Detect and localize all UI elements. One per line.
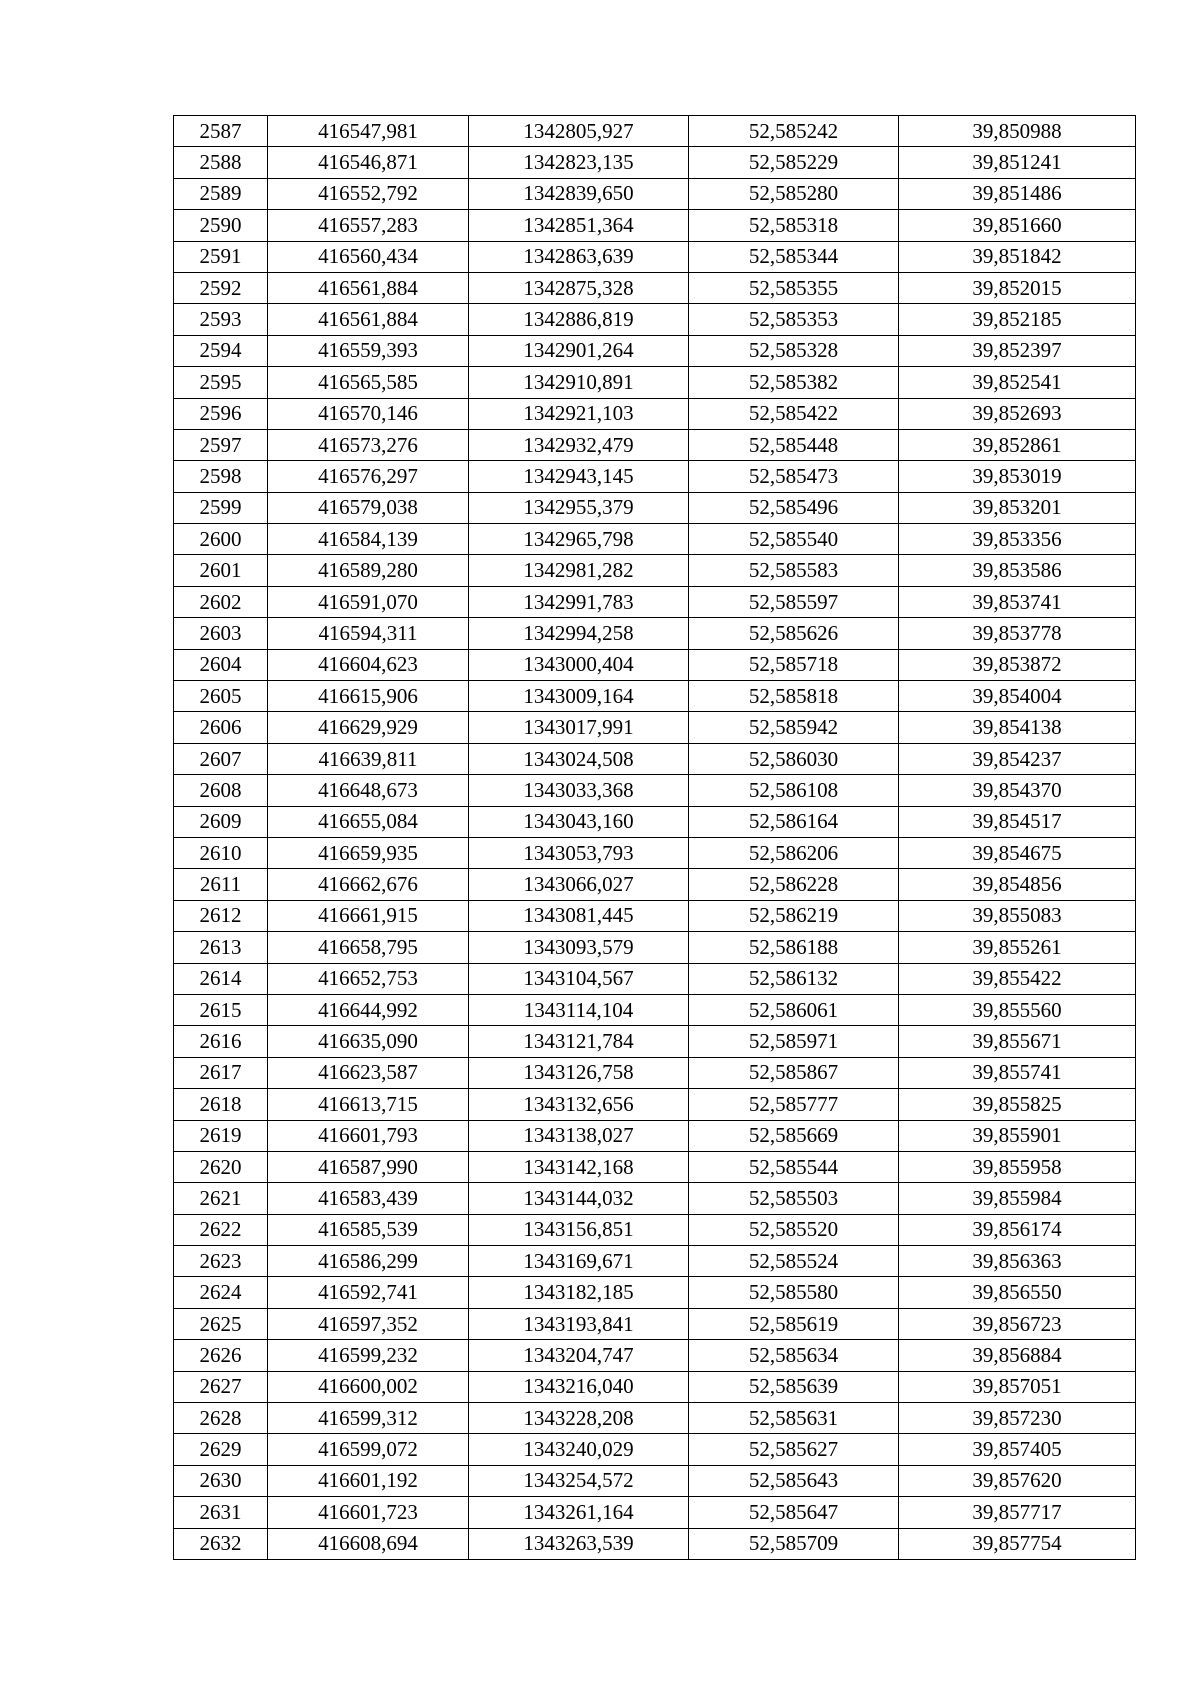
longitude-cell: 39,855560 <box>899 994 1136 1025</box>
point-number-cell: 2606 <box>174 712 268 743</box>
table-row <box>174 178 1136 209</box>
longitude-cell: 39,852693 <box>899 398 1136 429</box>
table-row <box>174 1465 1136 1496</box>
longitude-cell: 39,853778 <box>899 618 1136 649</box>
table-row <box>174 618 1136 649</box>
x-coordinate-cell: 416547,981 <box>268 116 469 147</box>
latitude-cell: 52,585818 <box>689 681 899 712</box>
longitude-cell: 39,855901 <box>899 1120 1136 1151</box>
latitude-cell: 52,585634 <box>689 1340 899 1371</box>
point-number-cell: 2592 <box>174 272 268 303</box>
longitude-cell: 39,856884 <box>899 1340 1136 1371</box>
table-row <box>174 1120 1136 1151</box>
latitude-cell: 52,586228 <box>689 869 899 900</box>
y-coordinate-cell: 1343114,104 <box>469 994 689 1025</box>
longitude-cell: 39,851660 <box>899 210 1136 241</box>
latitude-cell: 52,585540 <box>689 524 899 555</box>
table-row <box>174 492 1136 523</box>
x-coordinate-cell: 416584,139 <box>268 524 469 555</box>
y-coordinate-cell: 1342875,328 <box>469 272 689 303</box>
x-coordinate-cell: 416546,871 <box>268 147 469 178</box>
longitude-cell: 39,857620 <box>899 1465 1136 1496</box>
table-row <box>174 367 1136 398</box>
y-coordinate-cell: 1343093,579 <box>469 932 689 963</box>
latitude-cell: 52,585867 <box>689 1057 899 1088</box>
x-coordinate-cell: 416594,311 <box>268 618 469 649</box>
latitude-cell: 52,585448 <box>689 429 899 460</box>
table-row <box>174 272 1136 303</box>
latitude-cell: 52,585643 <box>689 1465 899 1496</box>
y-coordinate-cell: 1343132,656 <box>469 1089 689 1120</box>
point-number-cell: 2618 <box>174 1089 268 1120</box>
x-coordinate-cell: 416599,232 <box>268 1340 469 1371</box>
x-coordinate-cell: 416661,915 <box>268 900 469 931</box>
table-row <box>174 837 1136 868</box>
point-number-cell: 2617 <box>174 1057 268 1088</box>
y-coordinate-cell: 1343169,671 <box>469 1246 689 1277</box>
point-number-cell: 2630 <box>174 1465 268 1496</box>
point-number-cell: 2588 <box>174 147 268 178</box>
longitude-cell: 39,855958 <box>899 1151 1136 1182</box>
latitude-cell: 52,585777 <box>689 1089 899 1120</box>
longitude-cell: 39,855825 <box>899 1089 1136 1120</box>
longitude-cell: 39,852541 <box>899 367 1136 398</box>
point-number-cell: 2615 <box>174 994 268 1025</box>
longitude-cell: 39,852397 <box>899 335 1136 366</box>
latitude-cell: 52,585355 <box>689 272 899 303</box>
x-coordinate-cell: 416573,276 <box>268 429 469 460</box>
x-coordinate-cell: 416648,673 <box>268 775 469 806</box>
y-coordinate-cell: 1343024,508 <box>469 743 689 774</box>
longitude-cell: 39,856174 <box>899 1214 1136 1245</box>
x-coordinate-cell: 416560,434 <box>268 241 469 272</box>
latitude-cell: 52,586108 <box>689 775 899 806</box>
table-row <box>174 869 1136 900</box>
x-coordinate-cell: 416565,585 <box>268 367 469 398</box>
point-number-cell: 2621 <box>174 1183 268 1214</box>
point-number-cell: 2599 <box>174 492 268 523</box>
latitude-cell: 52,585503 <box>689 1183 899 1214</box>
y-coordinate-cell: 1342910,891 <box>469 367 689 398</box>
y-coordinate-cell: 1342823,135 <box>469 147 689 178</box>
x-coordinate-cell: 416599,072 <box>268 1434 469 1465</box>
latitude-cell: 52,585971 <box>689 1026 899 1057</box>
table-row <box>174 806 1136 837</box>
y-coordinate-cell: 1342943,145 <box>469 461 689 492</box>
x-coordinate-cell: 416585,539 <box>268 1214 469 1245</box>
latitude-cell: 52,586188 <box>689 932 899 963</box>
x-coordinate-cell: 416601,723 <box>268 1497 469 1528</box>
y-coordinate-cell: 1343204,747 <box>469 1340 689 1371</box>
y-coordinate-cell: 1343000,404 <box>469 649 689 680</box>
latitude-cell: 52,585280 <box>689 178 899 209</box>
longitude-cell: 39,854675 <box>899 837 1136 868</box>
point-number-cell: 2619 <box>174 1120 268 1151</box>
longitude-cell: 39,856363 <box>899 1246 1136 1277</box>
longitude-cell: 39,854237 <box>899 743 1136 774</box>
point-number-cell: 2590 <box>174 210 268 241</box>
longitude-cell: 39,855422 <box>899 963 1136 994</box>
y-coordinate-cell: 1342851,364 <box>469 210 689 241</box>
x-coordinate-cell: 416552,792 <box>268 178 469 209</box>
table-row <box>174 1151 1136 1182</box>
longitude-cell: 39,855261 <box>899 932 1136 963</box>
y-coordinate-cell: 1343104,567 <box>469 963 689 994</box>
longitude-cell: 39,850988 <box>899 116 1136 147</box>
table-row <box>174 429 1136 460</box>
y-coordinate-cell: 1343254,572 <box>469 1465 689 1496</box>
y-coordinate-cell: 1342981,282 <box>469 555 689 586</box>
longitude-cell: 39,853872 <box>899 649 1136 680</box>
x-coordinate-cell: 416639,811 <box>268 743 469 774</box>
y-coordinate-cell: 1342991,783 <box>469 586 689 617</box>
x-coordinate-cell: 416608,694 <box>268 1528 469 1559</box>
y-coordinate-cell: 1343053,793 <box>469 837 689 868</box>
latitude-cell: 52,585524 <box>689 1246 899 1277</box>
point-number-cell: 2627 <box>174 1371 268 1402</box>
x-coordinate-cell: 416655,084 <box>268 806 469 837</box>
x-coordinate-cell: 416613,715 <box>268 1089 469 1120</box>
latitude-cell: 52,585709 <box>689 1528 899 1559</box>
x-coordinate-cell: 416587,990 <box>268 1151 469 1182</box>
y-coordinate-cell: 1342886,819 <box>469 304 689 335</box>
y-coordinate-cell: 1343081,445 <box>469 900 689 931</box>
latitude-cell: 52,585597 <box>689 586 899 617</box>
x-coordinate-cell: 416597,352 <box>268 1308 469 1339</box>
x-coordinate-cell: 416601,192 <box>268 1465 469 1496</box>
latitude-cell: 52,586061 <box>689 994 899 1025</box>
point-number-cell: 2632 <box>174 1528 268 1559</box>
latitude-cell: 52,585647 <box>689 1497 899 1528</box>
y-coordinate-cell: 1343142,168 <box>469 1151 689 1182</box>
latitude-cell: 52,585583 <box>689 555 899 586</box>
latitude-cell: 52,585344 <box>689 241 899 272</box>
table-row <box>174 241 1136 272</box>
longitude-cell: 39,854138 <box>899 712 1136 743</box>
y-coordinate-cell: 1343138,027 <box>469 1120 689 1151</box>
y-coordinate-cell: 1343043,160 <box>469 806 689 837</box>
latitude-cell: 52,585229 <box>689 147 899 178</box>
table-row <box>174 1183 1136 1214</box>
y-coordinate-cell: 1343121,784 <box>469 1026 689 1057</box>
x-coordinate-cell: 416652,753 <box>268 963 469 994</box>
point-number-cell: 2598 <box>174 461 268 492</box>
table-row <box>174 524 1136 555</box>
x-coordinate-cell: 416601,793 <box>268 1120 469 1151</box>
latitude-cell: 52,585382 <box>689 367 899 398</box>
table-row <box>174 304 1136 335</box>
latitude-cell: 52,585942 <box>689 712 899 743</box>
longitude-cell: 39,855083 <box>899 900 1136 931</box>
coordinates-table-body <box>174 116 1136 1560</box>
y-coordinate-cell: 1342994,258 <box>469 618 689 649</box>
latitude-cell: 52,585328 <box>689 335 899 366</box>
table-row <box>174 1214 1136 1245</box>
latitude-cell: 52,585718 <box>689 649 899 680</box>
longitude-cell: 39,857754 <box>899 1528 1136 1559</box>
table-row <box>174 712 1136 743</box>
longitude-cell: 39,851241 <box>899 147 1136 178</box>
latitude-cell: 52,585422 <box>689 398 899 429</box>
point-number-cell: 2613 <box>174 932 268 963</box>
table-row <box>174 900 1136 931</box>
longitude-cell: 39,857717 <box>899 1497 1136 1528</box>
x-coordinate-cell: 416658,795 <box>268 932 469 963</box>
x-coordinate-cell: 416635,090 <box>268 1026 469 1057</box>
longitude-cell: 39,854517 <box>899 806 1136 837</box>
latitude-cell: 52,585496 <box>689 492 899 523</box>
longitude-cell: 39,852015 <box>899 272 1136 303</box>
y-coordinate-cell: 1342839,650 <box>469 178 689 209</box>
table-row <box>174 1277 1136 1308</box>
y-coordinate-cell: 1343017,991 <box>469 712 689 743</box>
latitude-cell: 52,585627 <box>689 1434 899 1465</box>
table-row <box>174 649 1136 680</box>
x-coordinate-cell: 416599,312 <box>268 1403 469 1434</box>
table-row <box>174 461 1136 492</box>
latitude-cell: 52,586132 <box>689 963 899 994</box>
longitude-cell: 39,851486 <box>899 178 1136 209</box>
table-row <box>174 335 1136 366</box>
latitude-cell: 52,585631 <box>689 1403 899 1434</box>
latitude-cell: 52,585473 <box>689 461 899 492</box>
x-coordinate-cell: 416561,884 <box>268 304 469 335</box>
point-number-cell: 2602 <box>174 586 268 617</box>
point-number-cell: 2601 <box>174 555 268 586</box>
point-number-cell: 2628 <box>174 1403 268 1434</box>
point-number-cell: 2616 <box>174 1026 268 1057</box>
point-number-cell: 2594 <box>174 335 268 366</box>
latitude-cell: 52,585619 <box>689 1308 899 1339</box>
point-number-cell: 2614 <box>174 963 268 994</box>
x-coordinate-cell: 416589,280 <box>268 555 469 586</box>
table-row <box>174 1497 1136 1528</box>
y-coordinate-cell: 1343144,032 <box>469 1183 689 1214</box>
point-number-cell: 2626 <box>174 1340 268 1371</box>
table-row <box>174 1371 1136 1402</box>
latitude-cell: 52,585580 <box>689 1277 899 1308</box>
point-number-cell: 2629 <box>174 1434 268 1465</box>
y-coordinate-cell: 1342805,927 <box>469 116 689 147</box>
longitude-cell: 39,852861 <box>899 429 1136 460</box>
point-number-cell: 2631 <box>174 1497 268 1528</box>
longitude-cell: 39,854370 <box>899 775 1136 806</box>
x-coordinate-cell: 416659,935 <box>268 837 469 868</box>
table-row <box>174 555 1136 586</box>
x-coordinate-cell: 416586,299 <box>268 1246 469 1277</box>
table-row <box>174 1026 1136 1057</box>
x-coordinate-cell: 416583,439 <box>268 1183 469 1214</box>
x-coordinate-cell: 416579,038 <box>268 492 469 523</box>
point-number-cell: 2612 <box>174 900 268 931</box>
table-row <box>174 586 1136 617</box>
point-number-cell: 2611 <box>174 869 268 900</box>
point-number-cell: 2591 <box>174 241 268 272</box>
longitude-cell: 39,853201 <box>899 492 1136 523</box>
x-coordinate-cell: 416644,992 <box>268 994 469 1025</box>
table-row <box>174 994 1136 1025</box>
x-coordinate-cell: 416600,002 <box>268 1371 469 1402</box>
longitude-cell: 39,853741 <box>899 586 1136 617</box>
y-coordinate-cell: 1343240,029 <box>469 1434 689 1465</box>
table-row <box>174 963 1136 994</box>
table-row <box>174 681 1136 712</box>
y-coordinate-cell: 1342965,798 <box>469 524 689 555</box>
table-row <box>174 1089 1136 1120</box>
x-coordinate-cell: 416591,070 <box>268 586 469 617</box>
y-coordinate-cell: 1343228,208 <box>469 1403 689 1434</box>
point-number-cell: 2596 <box>174 398 268 429</box>
x-coordinate-cell: 416662,676 <box>268 869 469 900</box>
point-number-cell: 2620 <box>174 1151 268 1182</box>
table-row <box>174 398 1136 429</box>
latitude-cell: 52,586206 <box>689 837 899 868</box>
point-number-cell: 2597 <box>174 429 268 460</box>
coordinates-table <box>173 115 1136 1560</box>
table-row <box>174 932 1136 963</box>
latitude-cell: 52,585626 <box>689 618 899 649</box>
longitude-cell: 39,857051 <box>899 1371 1136 1402</box>
x-coordinate-cell: 416623,587 <box>268 1057 469 1088</box>
point-number-cell: 2595 <box>174 367 268 398</box>
y-coordinate-cell: 1343009,164 <box>469 681 689 712</box>
y-coordinate-cell: 1342921,103 <box>469 398 689 429</box>
x-coordinate-cell: 416570,146 <box>268 398 469 429</box>
table-row <box>174 1057 1136 1088</box>
x-coordinate-cell: 416561,884 <box>268 272 469 303</box>
y-coordinate-cell: 1343193,841 <box>469 1308 689 1339</box>
y-coordinate-cell: 1343261,164 <box>469 1497 689 1528</box>
y-coordinate-cell: 1343216,040 <box>469 1371 689 1402</box>
latitude-cell: 52,585639 <box>689 1371 899 1402</box>
table-row <box>174 116 1136 147</box>
x-coordinate-cell: 416629,929 <box>268 712 469 743</box>
longitude-cell: 39,853356 <box>899 524 1136 555</box>
longitude-cell: 39,854856 <box>899 869 1136 900</box>
table-row <box>174 1340 1136 1371</box>
point-number-cell: 2607 <box>174 743 268 774</box>
longitude-cell: 39,856723 <box>899 1308 1136 1339</box>
y-coordinate-cell: 1343156,851 <box>469 1214 689 1245</box>
longitude-cell: 39,854004 <box>899 681 1136 712</box>
table-row <box>174 1434 1136 1465</box>
longitude-cell: 39,857405 <box>899 1434 1136 1465</box>
x-coordinate-cell: 416604,623 <box>268 649 469 680</box>
y-coordinate-cell: 1342932,479 <box>469 429 689 460</box>
latitude-cell: 52,585353 <box>689 304 899 335</box>
table-row <box>174 147 1136 178</box>
point-number-cell: 2608 <box>174 775 268 806</box>
latitude-cell: 52,585544 <box>689 1151 899 1182</box>
y-coordinate-cell: 1342955,379 <box>469 492 689 523</box>
y-coordinate-cell: 1343033,368 <box>469 775 689 806</box>
latitude-cell: 52,586219 <box>689 900 899 931</box>
x-coordinate-cell: 416615,906 <box>268 681 469 712</box>
point-number-cell: 2609 <box>174 806 268 837</box>
table-row <box>174 1246 1136 1277</box>
x-coordinate-cell: 416559,393 <box>268 335 469 366</box>
longitude-cell: 39,857230 <box>899 1403 1136 1434</box>
y-coordinate-cell: 1343263,539 <box>469 1528 689 1559</box>
table-row <box>174 1403 1136 1434</box>
longitude-cell: 39,852185 <box>899 304 1136 335</box>
longitude-cell: 39,855671 <box>899 1026 1136 1057</box>
point-number-cell: 2605 <box>174 681 268 712</box>
y-coordinate-cell: 1343182,185 <box>469 1277 689 1308</box>
y-coordinate-cell: 1343126,758 <box>469 1057 689 1088</box>
point-number-cell: 2600 <box>174 524 268 555</box>
longitude-cell: 39,856550 <box>899 1277 1136 1308</box>
table-row <box>174 1308 1136 1339</box>
point-number-cell: 2589 <box>174 178 268 209</box>
point-number-cell: 2624 <box>174 1277 268 1308</box>
table-row <box>174 743 1136 774</box>
latitude-cell: 52,585669 <box>689 1120 899 1151</box>
x-coordinate-cell: 416576,297 <box>268 461 469 492</box>
y-coordinate-cell: 1342863,639 <box>469 241 689 272</box>
point-number-cell: 2622 <box>174 1214 268 1245</box>
longitude-cell: 39,853019 <box>899 461 1136 492</box>
longitude-cell: 39,855984 <box>899 1183 1136 1214</box>
y-coordinate-cell: 1342901,264 <box>469 335 689 366</box>
table-row <box>174 210 1136 241</box>
y-coordinate-cell: 1343066,027 <box>469 869 689 900</box>
x-coordinate-cell: 416557,283 <box>268 210 469 241</box>
point-number-cell: 2604 <box>174 649 268 680</box>
latitude-cell: 52,585520 <box>689 1214 899 1245</box>
latitude-cell: 52,585242 <box>689 116 899 147</box>
latitude-cell: 52,585318 <box>689 210 899 241</box>
table-row <box>174 1528 1136 1559</box>
latitude-cell: 52,586164 <box>689 806 899 837</box>
point-number-cell: 2603 <box>174 618 268 649</box>
point-number-cell: 2593 <box>174 304 268 335</box>
latitude-cell: 52,586030 <box>689 743 899 774</box>
longitude-cell: 39,853586 <box>899 555 1136 586</box>
x-coordinate-cell: 416592,741 <box>268 1277 469 1308</box>
point-number-cell: 2625 <box>174 1308 268 1339</box>
longitude-cell: 39,851842 <box>899 241 1136 272</box>
longitude-cell: 39,855741 <box>899 1057 1136 1088</box>
point-number-cell: 2623 <box>174 1246 268 1277</box>
point-number-cell: 2610 <box>174 837 268 868</box>
table-row <box>174 775 1136 806</box>
point-number-cell: 2587 <box>174 116 268 147</box>
